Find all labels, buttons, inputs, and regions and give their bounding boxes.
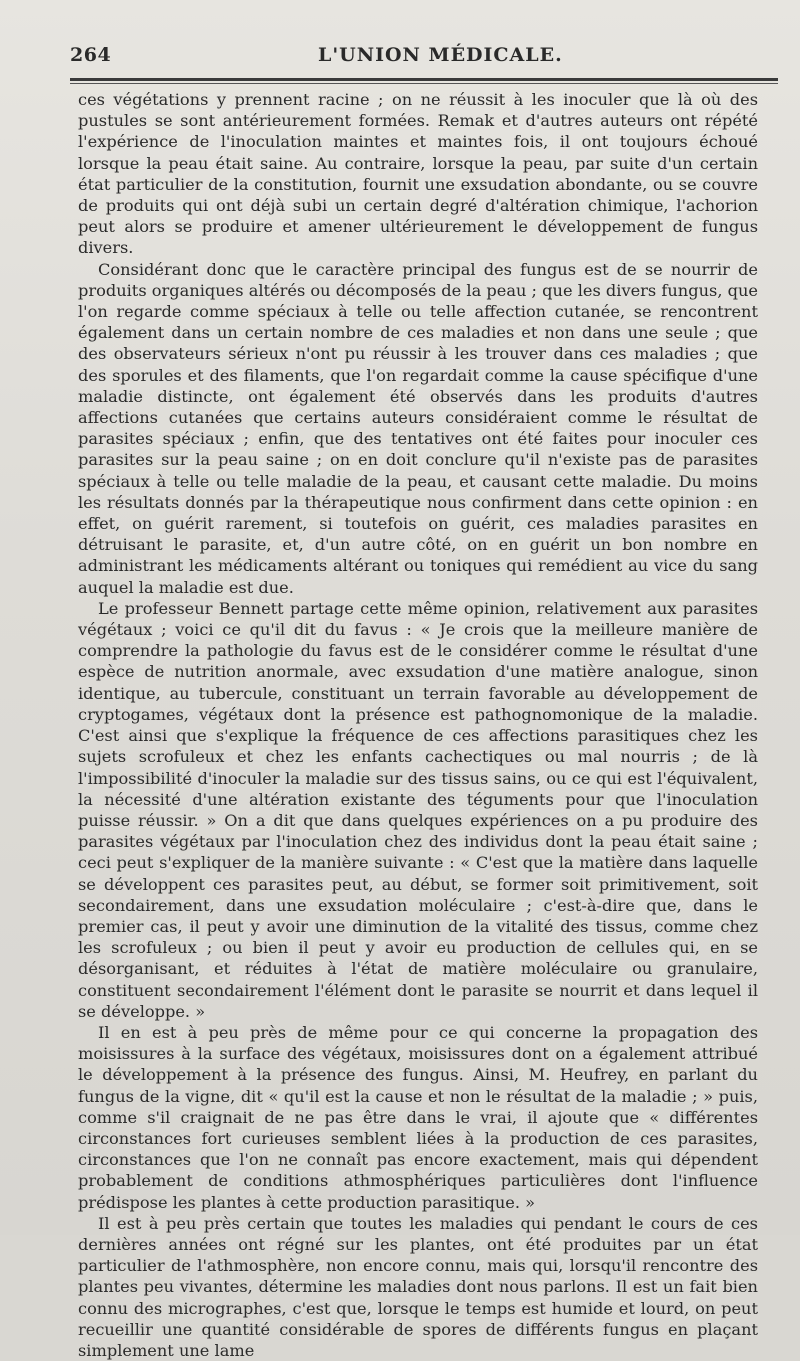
paragraph: ces végétations y prennent racine ; on ne réussit à les inoculer que là où des pustules se sont antérieurement formées. Remak et d'autres auteurs ont répété l'expérience de l'inoculation maintes et maintes fois, il ont toujours échoué lorsque la peau était saine. Au contraire, lorsque la peau, par suite d'un certain état particulier de la constitution, fournit une exsudation abondante, ou se couvre de produits qui ont déjà subi un certain degré d'altération chimique, l'achorion peut alors se produire et amener ultérieurement le développement de fungus divers. [78, 90, 758, 258]
paragraph: Considérant donc que le caractère principal des fungus est de se nourrir de produits organiques altérés ou décomposés de la peau ; que les divers fungus, que l'on regarde comme spéciaux à telle ou telle affection cutanée, se rencontrent également dans un certain nombre de ces maladies et non dans une seule ; que des observateurs sérieux n'ont pu réussir à les trouver dans ces maladies ; que des sporules et des filaments, que l'on regardait comme la cause spécifique d'une maladie distincte, ont également été observés dans les produits d'autres affections cutanées que certains auteurs considéraient comme le résultat de parasites spéciaux ; enfin, que des tentatives ont été faites pour inoculer ces parasites sur la peau saine ; on en doit conclure qu'il n'existe pas de parasites spéciaux à telle ou telle maladie de la peau, et causant cette maladie. Du moins les résultats donnés par la thérapeutique nous confirment dans cette opinion : en effet, on guérit rarement, si toutefois on guérit, ces maladies parasites en détruisant le parasite, et, d'un autre côté, on en guérit un bon nombre en administrant les médicaments altérant ou toniques qui remédient au vice du sang auquel la maladie est due. [78, 259, 758, 597]
page-header [70, 44, 760, 74]
running-title: L'UNION MÉDICALE. [318, 44, 563, 66]
paragraph: Le professeur Bennett partage cette même opinion, relativement aux parasites végétaux ; voici ce qu'il dit du favus : « Je crois que la meilleure manière de comprendre la pathologie du favus est de le considérer comme le résultat d'une espèce de nutrition anormale, avec exsudation d'une matière analogue, sinon identique, au tubercule, constituant un terrain favorable au développement de cryptogames, végétaux dont la présence est pathognomonique de la maladie. C'est ainsi que s'explique la fréquence de ces affections parasitiques chez les sujets scrofuleux et chez les enfants cachectiques ou mal nourris ; de là l'impossibilité d'inoculer la maladie sur des tissus sains, ou ce qui est l'équivalent, la nécessité d'une altération existante des téguments pour que l'inoculation puisse réussir. » On a dit que dans quelques expériences on a pu produire des parasites végétaux par l'inoculation chez des individus dont la peau était saine ; ceci peut s'expliquer de la manière suivante : « C'est que la matière dans laquelle se développent ces parasites peut, au début, se former soit primitivement, soit secondairement, dans une exsudation moléculaire ; c'est-à-dire que, dans le premier cas, il peut y avoir une diminution de la vitalité des tissus, comme chez les scrofuleux ; ou bien il peut y avoir eu production de cellules qui, en se désorganisant, et réduites à l'état de matière moléculaire ou granulaire, constituent secondairement l'élément dont le parasite se nourrit et dans lequel il se développe. » [78, 598, 758, 1021]
paragraph: Il est à peu près certain que toutes les maladies qui pendant le cours de ces dernières années ont régné sur les plantes, ont été produites par un état particulier de l'athmosphère, non encore connu, mais qui, lorsqu'il rencontre des plantes peu vivantes, détermine les maladies dont nous parlons. Il est un fait bien connu des micrographes, c'est que, lorsque le temps est humide et lourd, on peut recueillir une quantité considérable de spores de différents fungus en plaçant simplement une lame [78, 1213, 758, 1360]
page-number: 264 [70, 44, 112, 66]
header-rule [70, 78, 778, 84]
paragraph: Il en est à peu près de même pour ce qui concerne la propagation des moisissures à la surface des végétaux, moisissures dont on a également attribué le développement à la présence des fungus. Ainsi, M. Heufrey, en parlant du fungus de la vigne, dit « qu'il est la cause et non le résultat de la maladie ; » puis, comme s'il craignait de ne pas être dans le vrai, il ajoute que « différentes circonstances fort curieuses semblent liées à la production de ces parasites, circonstances que l'on ne connaît pas encore exactement, mais qui dépendent probablement de conditions athmosphériques particulières dont l'influence prédispose les plantes à cette production parasitique. » [78, 1022, 758, 1212]
article-body [78, 89, 758, 1361]
